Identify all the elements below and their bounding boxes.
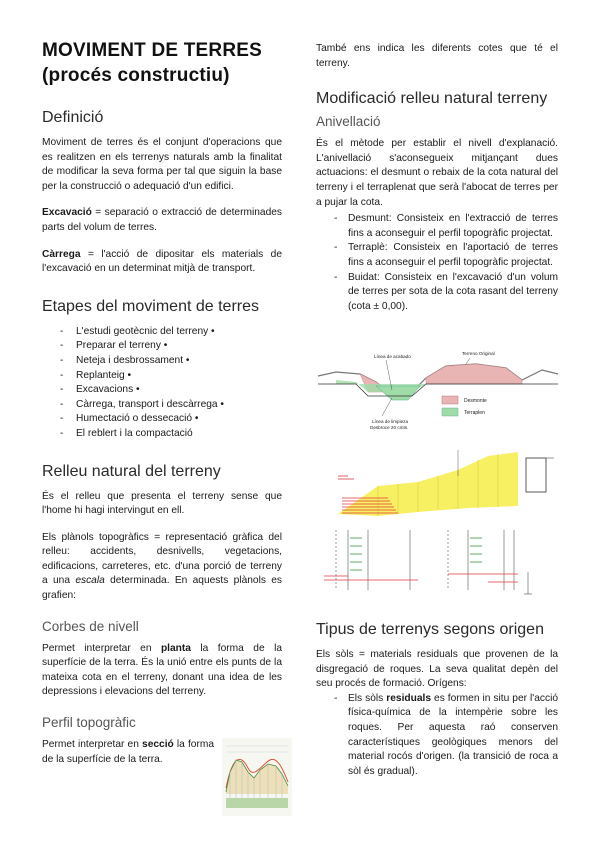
perfil-heading: Perfil topogràfic — [42, 715, 136, 731]
page-title — [42, 38, 282, 88]
relleu-heading: Relleu natural del terreny — [42, 462, 221, 480]
excavacio-paragraph — [42, 206, 282, 235]
excavation-depth-diagram — [318, 528, 560, 600]
corbes-text — [42, 642, 282, 700]
list-item: - Humectació o dessecació • — [42, 412, 282, 427]
title-line-2: (procés constructiu) — [42, 65, 230, 86]
list-item: - Desmunt: Consisteix en l'extracció de terres fins a aconseguir el perfil topogràfic projectat. — [316, 212, 558, 241]
tipus-section — [316, 620, 558, 779]
tipus-heading: Tipus de terrenys segons origen — [316, 621, 544, 638]
right-column — [316, 42, 558, 314]
right-intro: També ens indica les diferents cotes que té el terreny. — [316, 43, 558, 69]
list-item: - Càrrega, transport i descàrrega • — [42, 398, 282, 413]
title-line-1: MOVIMENT DE TERRES — [42, 40, 263, 61]
embankment-section-diagram — [318, 446, 560, 524]
etapes-heading: Etapes del moviment de terres — [42, 297, 259, 315]
label-excavation-line: Línea de acabado — [374, 354, 411, 359]
relleu-text-2b: determinada. En aquests plànols es grafien: — [42, 575, 282, 602]
label-depth: Desbroce 20 cmts. — [370, 425, 409, 430]
list-item: - Excavacions • — [42, 383, 282, 398]
list-item: - Buidat: Consisteix en l'excavació d'un volum de terres per sota de la cota rasant del terreny (cota ± 0,00). — [316, 271, 558, 315]
relleu-text-2a: Els plànols topogràfics = representació gràfica del relleu: accidents, desnivells, vegetacions, edificacions, carreteres, etc. d'una porció de terreny a una — [42, 531, 282, 587]
list-item: - Neteja i desbrossament • — [42, 354, 282, 369]
anivellacio-text: És el mètode per establir el nivell d'explanació. L'anivellació s'aconsegueix mitjançant dues actuacions: el desmunt o rebaix de la cota natural del terreny i el terraplenat que serà l'abocat de terres per a pujar la cota. — [316, 138, 558, 208]
list-item: - El reblert i la compactació — [42, 427, 282, 442]
corbes-text-bold: planta — [160, 642, 191, 654]
carrega-text: = l'acció de dipositar els materials de l'excavació en un determinat mitjà de transport. — [42, 248, 282, 275]
list-item: - Replanteig • — [42, 369, 282, 384]
list-item: - Terraplè: Consisteix en l'aportació de terres fins a aconseguir el perfil topogràfic projectat. — [316, 241, 558, 270]
perfil-text — [42, 738, 214, 767]
perfil-text-b: la forma de la superfície de la terra. — [42, 739, 214, 765]
label-original-terrain: Terreno Original — [462, 351, 495, 356]
anivellacio-list — [316, 212, 558, 314]
relleu-text-2 — [42, 531, 282, 604]
tipus-item-a: Els sòls — [348, 692, 387, 704]
legend-desmonte-swatch — [442, 396, 458, 404]
excavacio-term: Excavació — [42, 207, 92, 219]
carrega-paragraph — [42, 248, 282, 277]
legend-terraplen-label: Terraplen — [464, 410, 485, 416]
tipus-text: Els sòls = materials residuals que provenen de la disgregació de roques. La seva qualitat depèn del seu procés de formació. Orígens: — [316, 649, 558, 690]
perfil-text-a: Permet interpretar en — [42, 739, 143, 751]
list-item: - L'estudi geotècnic del terreny • — [42, 325, 282, 340]
tipus-list — [316, 692, 558, 780]
anivellacio-heading: Anivellació — [316, 114, 381, 130]
modificacio-heading: Modificació relleu natural terreny — [316, 90, 548, 108]
definicio-text: Moviment de terres és el conjunt d'operacions que es realitzen en els terrenys naturals amb la finalitat de modificar la seva forma per tal que siguin la base per la construcció o adequació d'un edifici. — [42, 137, 282, 192]
list-item: - Preparar el terreny • — [42, 339, 282, 354]
excavacio-text: = separació o extracció de determinades parts del volum de terres. — [42, 207, 282, 233]
relleu-text-1: És el relleu que presenta el terreny sense que l'home hi hagi intervingut en ell. — [42, 490, 282, 517]
label-cleaning-line: Línea de limpieza — [372, 419, 409, 424]
list-item — [316, 692, 558, 780]
perfil-text-bold: secció — [142, 739, 174, 751]
legend-desmonte-label: Desmonte — [464, 398, 487, 404]
tipus-item-bold: residuals — [386, 692, 432, 704]
topographic-profile-figure — [222, 738, 292, 816]
corbes-heading: Corbes de nivell — [42, 618, 139, 634]
carrega-term: Càrrega — [42, 248, 81, 260]
corbes-text-a: Permet interpretar en — [42, 642, 161, 654]
legend-terraplen-swatch — [442, 408, 458, 416]
earthwork-section-diagram — [316, 346, 560, 442]
corbes-text-b: la forma de la superfície de la terra. És la unió entre els punts de la mateixa cota en el terreny, donant una idea de les depressions i elevacions del terreny. — [42, 642, 282, 698]
relleu-text-2-em: escala — [75, 575, 105, 587]
etapes-list — [42, 325, 282, 442]
definicio-heading: Definició — [42, 109, 104, 126]
left-column — [42, 38, 282, 767]
tipus-item-b: es formen in situ per l'acció física-química de la intempèrie sobre les roques. Per aquesta raó conserven característiques geològiques menors del material rocós d'origen. (la transició de roca a sòl és gradual). — [348, 692, 558, 777]
